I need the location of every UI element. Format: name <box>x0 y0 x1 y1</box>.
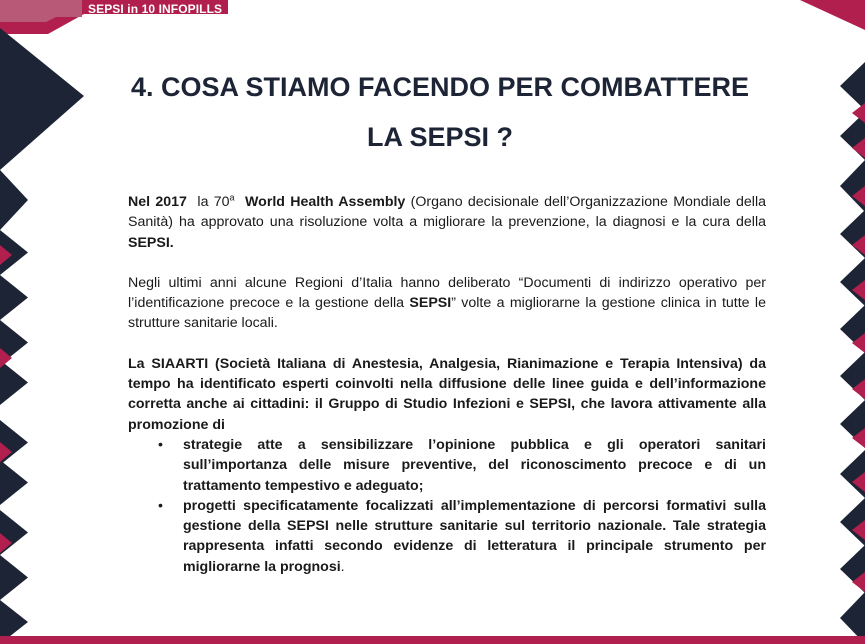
left-triangle <box>0 275 28 320</box>
corner-triangle <box>800 0 865 30</box>
bullet-list <box>128 435 766 577</box>
left-triangle <box>0 460 28 505</box>
paragraph-siaarti: La SIAARTI (Società Italiana di Anestesia, Analgesia, Rianimazione e Terapia Intensiva) da tempo ha identificato esperti coinvolti nella diffusione delle linee guida e dell’informazione corretta anche ai cittadini: il Gruppo di Studio Infezioni e SEPSI, che lavora attivamente alla promozione di <box>128 355 766 433</box>
ordinal-suffix: a <box>229 192 235 203</box>
assembly-number: la 70 <box>197 194 230 210</box>
list-item-text: progetti specificatamente focalizzati all’implementazione di percorsi formativi sulla gestione della SEPSI nelle strutture sanitarie sul territorio nazionale. Tale strategia rappresenta infatti secondo evidenze di letteratura il principale strumento per migliorarne la prognosi <box>183 497 766 575</box>
page-title-line-2: LA SEPSI ? <box>366 122 514 152</box>
assembly-name: World Health Assembly <box>245 194 406 210</box>
paragraph-regions <box>128 273 766 334</box>
list-item-end: . <box>340 558 345 575</box>
right-triangle <box>840 450 865 498</box>
right-triangle <box>840 258 865 306</box>
header-label: SEPSI in 10 INFOPILLS <box>88 2 223 16</box>
body-content <box>128 192 766 577</box>
paragraph-who-text: (Organo decisionale dell’Organizzazione Mondiale della Sanità) ha approvato una risoluzione volta a migliorare la prevenzione, la diagnosi e la cura della <box>128 194 766 231</box>
left-triangle <box>0 555 28 600</box>
list-item-text: strategie atte a sensibilizzare l’opinione pubblica e gli operatori sanitari sull’importanza delle misure preventive, del riconoscimento precoce e di un trattamento tempestivo e adeguato; <box>183 436 766 494</box>
right-triangle <box>840 498 865 546</box>
paragraph-regions-text: Negli ultimi anni alcune Regioni d’Italia hanno deliberato “Documenti di indirizzo operativo per l’identificazione precoce e la gestione della <box>128 274 766 312</box>
sepsi-emphasis: SEPSI <box>409 295 452 312</box>
list-item <box>128 496 766 577</box>
bottom-strip <box>0 636 865 644</box>
list-item <box>128 435 766 496</box>
paragraph-who <box>128 192 766 253</box>
left-triangle <box>0 360 28 405</box>
right-triangle <box>840 160 865 212</box>
bullet-icon: • <box>158 436 163 453</box>
bullet-icon: • <box>158 497 163 514</box>
left-triangle <box>0 170 28 230</box>
page-title-line-1: 4. COSA STIAMO FACENDO PER COMBATTERE <box>130 72 750 102</box>
sepsi-emphasis: SEPSI. <box>128 234 174 251</box>
year-text: Nel 2017 <box>128 194 187 210</box>
paragraph-regions-end: ” volte a migliorarne la gestione clinica in tutte le strutture sanitarie locali. <box>128 295 766 332</box>
right-triangle <box>840 62 865 110</box>
